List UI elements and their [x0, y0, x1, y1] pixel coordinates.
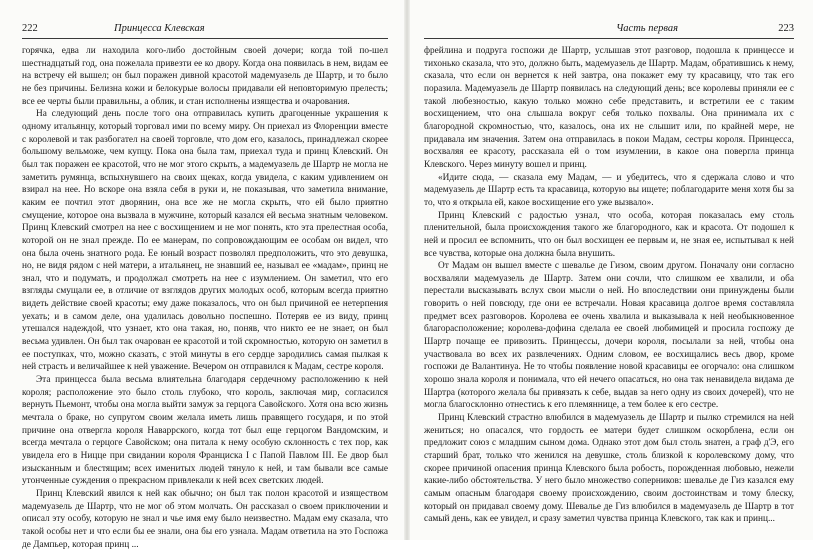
- right-paragraph-1: фрейлина и подруга госпожи де Шартр, услышав этот разговор, подошла к принцессе и тихонько сказала, что это, должно быть, мадемуазель де Шартр. Мадам, обратившись к нему, сказала, что если он вернется к ней завтра, она покажет ему ту красавицу, что так его поразила. Мадемуазель де Шартр появилась на следующий день; все королевы приняли ее с такой любезностью, какую только можно себе представить, и встретили ее с таким восхищением, что она слышала вокруг себя только похвалы. Она принимала их с благородной скромностью, что, казалось, она их не слышит или, по крайней мере, не придавала им значения. Затем она отправилась в покои Мадам, сестры короля. Принцесса, восхваляя ее красоту, рассказала ей о том изумлении, в какое она повергла принца Клевского. Через минуту вошел и принц.: [424, 46, 794, 170]
- left-paragraph-2: На следующий день после того она отправилась купить драгоценные украшения к одному итальянцу, который торговал ими по всему миру. Он приехал из Флоренции вместе с королевой и так разбогател на своей торговле, что дом его, казалось, принадлежал скорее большому вельможе, чем купцу. Пока она была там, приехал туда и принц Клевский. Он был так поражен ее красотой, что не мог этого скрыть, а мадемуазель де Шартр не могла не заметить румянца, вспыхнувшего на своих щеках, когда увидела, с каким удивлением он взирал на нее. Но вскоре она взяла себя в руки и, не показывая, что заметила внимание, каким ее почтил этот дворянин, она все же не могла скрыть, что ей было приятно смущение, которое она вызвала в мужчине, который казался ей весьма знатным человеком. Принц Клевский смотрел на нее с восхищением и не мог понять, кто эта прелестная особа, которой он не знал прежде. По ее манерам, по сопровождающим ее особам он видел, что она была очень знатного рода. Ее юный возраст позволял предположить, что это девушка, но, не видя рядом с ней матери, а итальянец, не знавший ее, называл ее «мадам», принц не знал, что и подумать, и продолжал смотреть на нее с изумлением. Он заметил, что его взгляды смущали ее, в отличие от взглядов других молодых особ, которым всегда приятно видеть действие своей красоты; ему даже показалось, что он был причиной ее нетерпения уехать; и в самом деле, она удалилась довольно поспешно. Потеряв ее из виду, принц утешался надеждой, что узнает, кто она такая, но, поняв, что никто ее не знает, он был весьма удивлен. Он был так очарован ее красотой и той скромностью, которую он заметил в ее поступках, что, можно сказать, с этой минуты в его сердце зародились самая пылкая к ней страсть и величайшее к ней уважение. Вечером он отправился к Мадам, сестре короля.: [22, 109, 388, 373]
- right-paragraph-4: От Мадам он вышел вместе с шевалье де Гизом, своим другом. Поначалу они согласно восхваляли мадемуазель де Шартр. Затем они сочли, что слишком ее хвалили, и оба перестали высказывать вслух свои мысли о ней. Но впоследствии они принуждены были говорить о ней повсюду, где они ее встречали. Новая красавица долгое время составляла предмет всех разговоров. Королева ее очень хвалила и выказывала к ней необыкновенное благорасположение; королева-дофина сделала ее своей любимицей и просила госпожу де Шартр почаще ее привозить. Принцессы, дочери короля, посылали за ней, чтобы она участвовала во всех их развлечениях. Одним словом, ее восхищались весь двор, кроме госпожи де Валантинуа. Не то чтобы появление новой красавицы ее огорчало: она слишком хорошо знала короля и понимала, что ей нечего опасаться, но она так ненавидела видама де Шартра (которого желала бы привязать к себе, выдав за него одну из своих дочерей), что не могла благосклонно отнестись к его племяннице, а тем более к его сестре.: [424, 261, 794, 411]
- right-page: [424, 22, 794, 534]
- right-page-number: 223: [778, 23, 794, 34]
- left-page-body: [22, 45, 388, 551]
- right-paragraph-2: «Идите сюда, — сказала ему Мадам, — и убедитесь, что я сдержала слово и что мадемуазель де Шартр есть та красавица, которую вы ищете; поблагодарите меня хотя бы за то, что я открыла ей, какое восхищение его уже вызвало».: [424, 172, 794, 208]
- left-paragraph-1: горячка, едва ли находила кого-либо достойным своей дочери; когда той по-шел шестнадцатый год, она пожелала привезти ее ко двору. Когда она появилась в нем, видам ее на встречу ей вышел; он был поражен дивной красотой мадемуазель де Шартр, и то было не без причины. Белизна кожи и белокурые волосы придавали ей неповторимую прелесть; все ее черты были правильны, а облик, и стан исполнены изящества и очарования.: [22, 46, 388, 107]
- right-running-head: [424, 22, 794, 39]
- left-paragraph-4: Принц Клевский явился к ней как обычно; он был так полон красотой и изяществом мадемуазель де Шартр, что не мог об этом молчать. Он рассказал о своем приключении и описал эту особу, которую не знал и чье имя ему было неизвестно. Мадам ему сказала, что такой особы нет и что если бы ее знали, она бы его узнала. Мадам ответила на это Госпожа де Дампьер, которая принц ...: [22, 488, 388, 550]
- left-paragraph-3: Эта принцесса была весьма влиятельна благодаря сердечному расположению к ней короля; расположение это было столь глубоко, что король, заключая мир, согласился вернуть Пьемонт, чтобы она могла выйти замуж за герцога Савойского. Хотя она всю жизнь мечтала о браке, но супругом своим желала иметь лишь правящего государя, и по этой причине она отвергла короля Наваррского, когда тот был еще герцогом Вандомским, и всегда мечтала о герцоге Савойском; она питала к нему особую склонность с тех пор, как увидела его в Ницце при свидании короля Франциска I с Папой Павлом III. Ее двор был изысканным и блестящим; всех именитых людей тянуло к ней, и там бывали все самые утонченные суждения о прекрасном привлекали к ней всех светских людей.: [22, 375, 388, 487]
- left-running-title: Принцесса Клевская: [114, 23, 205, 34]
- book-gutter: [404, 0, 410, 540]
- right-paragraph-3: Принц Клевский с радостью узнал, что особа, которая показалась ему столь пленительной, была происхождения такого же благородного, как и красота. От подошел к ней и просил ее вспомнить, что он был восхищен ее первым и, не зная ее, испытывал к ней все чувства, которые она должна была внушить.: [424, 210, 794, 259]
- left-page: [22, 22, 388, 550]
- right-running-title: Часть первая: [616, 23, 678, 34]
- left-page-number: 222: [22, 23, 38, 34]
- right-page-body: [424, 45, 794, 526]
- right-paragraph-5: Принц Клевский страстно влюбился в мадемуазель де Шартр и пылко стремился на ней жениться; но опасался, что гордость ее матери будет слишком оскорблена, если он предложит союз с младшим сыном дома. Однако этот дом был столь знатен, а граф д'Э, его старший брат, только что женился на девушке, столь близкой к королевскому дому, что скорее причиной опасения принца Клевского была робость, порожденная любовью, нежели какие-либо обстоятельства. У него было множество соперников: шевалье де Гиз казался ему самым опасным благодаря своему происхождению, своим достоинствам и тому блеску, который он придавал своему дому. Шевалье де Гиз влюбился в мадемуазель де Шартр в тот самый день, как ее увидел, и сразу заметил чувства принца Клевского, так как и принц...: [424, 413, 794, 525]
- left-running-head: [22, 22, 388, 39]
